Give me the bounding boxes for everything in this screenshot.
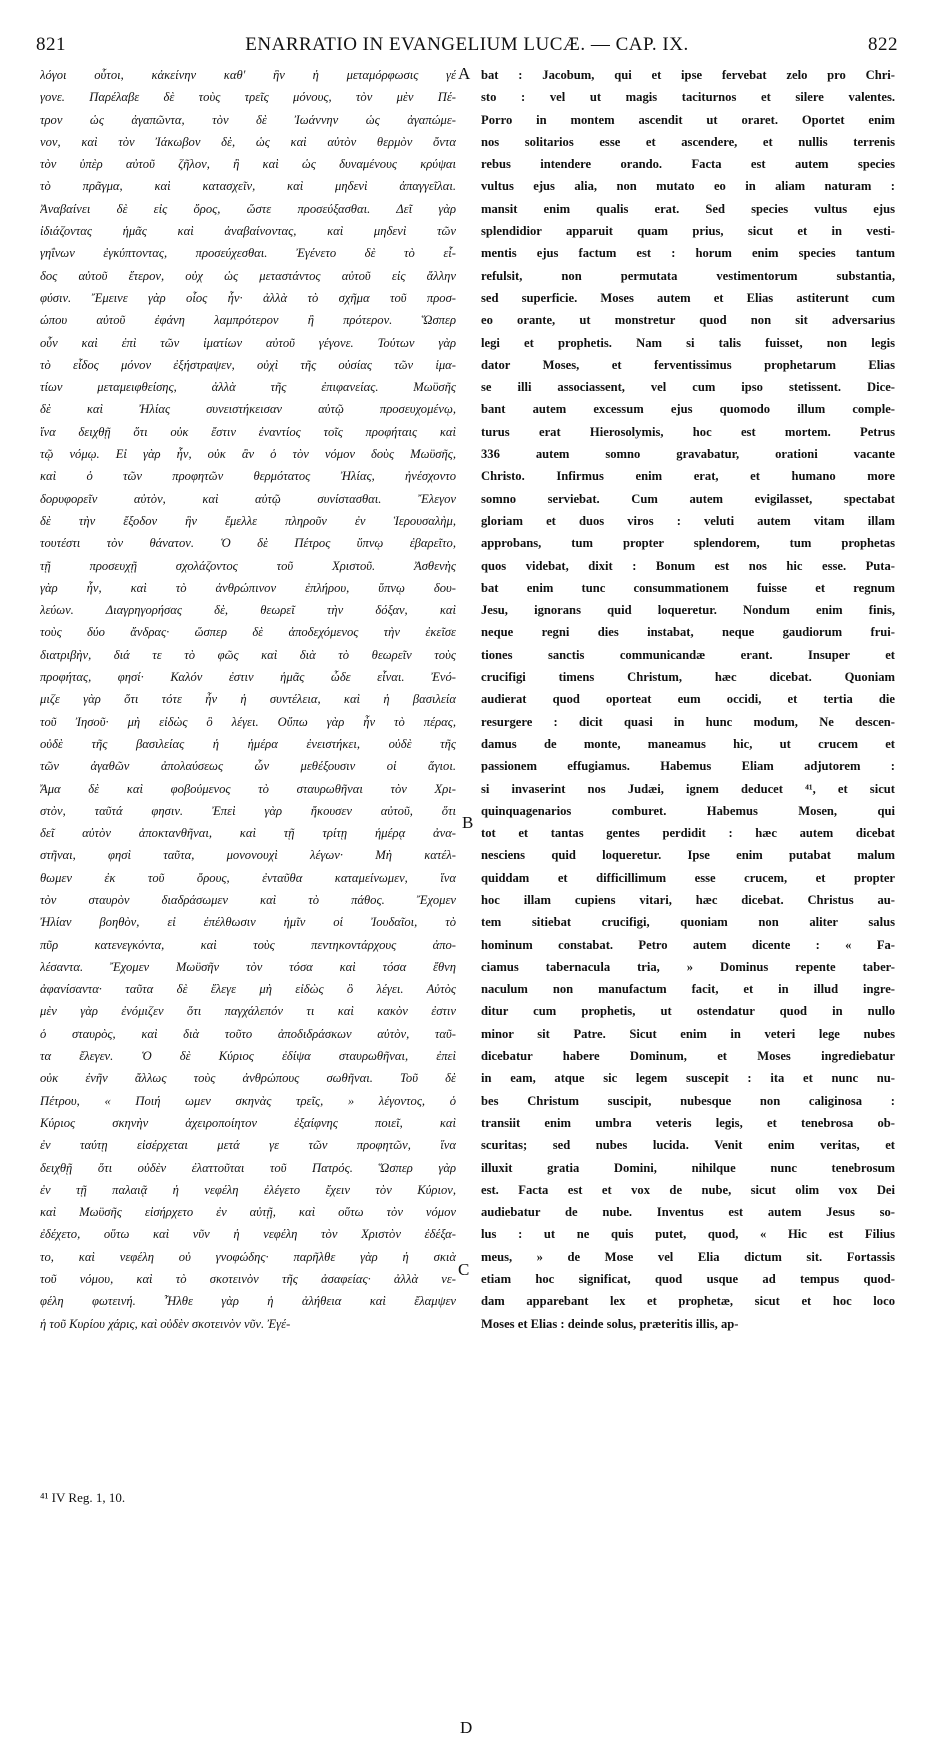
greek-text-line: τοῦ Ἰησοῦ· μὴ εἰδὼς ὃ λέγει. Οὔπω γὰρ ἦν τὸ πέρας, (40, 714, 456, 729)
latin-text-line: bes Christum suscipit, nubesque non caliginosa : (481, 1093, 895, 1108)
greek-text-line: τίων μεταμειφθείσης, ἀλλὰ τῆς ἐπιφανείας. Μωϋσῆς (40, 380, 456, 395)
greek-text-line: οὐδὲ τῆς βασιλείας ἡ ἡμέρα ἐνειστήκει, οὐδὲ τῆς (40, 736, 456, 751)
greek-text-line: τῶν ἀγαθῶν ἀπολαύσεως ὧν μεθέξουσιν οἱ ἅγιοι. (40, 759, 456, 774)
greek-text-line: δειχθῇ ὅτι οὐδὲν ἐλαττοῦται τοῦ Πατρός. Ὥσπερ γὰρ (40, 1160, 456, 1175)
greek-text-line: φύσιν. Ἔμεινε γὰρ οἷος ἦν· ἀλλὰ τὸ σχῆμα τοῦ προσ- (40, 290, 456, 305)
latin-text-line: lus : ut ne quis putet, quod, « Hic est Filius (481, 1227, 895, 1242)
greek-text-line: νον, καὶ τὸν Ἰάκωβον δὲ, ὡς καὶ αὐτὸν θερμὸν ὄντα (40, 134, 456, 149)
latin-text-line: somno serviebat. Cum autem evigilasset, spectabat (481, 491, 895, 506)
greek-text-line: τοὺς δύο ἄνδρας· ὥσπερ δὲ ἀποδεχόμενος τὴν ἐκεῖσε (40, 625, 456, 640)
latin-text-line: Jesu, ignorans quid loqueretur. Nondum enim finis, (481, 603, 895, 618)
latin-text-line: Moses et Elias : deinde solus, præteritis illis, ap- (481, 1316, 739, 1331)
greek-text-line: τοῦ νόμου, καὶ τὸ σκοτεινὸν τῆς ἀσαφείας· ἀλλὰ νε- (40, 1272, 456, 1287)
greek-text-line: Πέτρου, « Ποιή ωμεν σκηνὰς τρεῖς, » λέγοντος, ὁ (40, 1093, 456, 1108)
greek-text-line: μὲν γὰρ ἐνόμιζεν ὅτι παγχάλεπόν τι καὶ κακὸν ἐστιν (40, 1004, 456, 1019)
greek-text-line: οὐκ ἐνῆν ἄλλως τοὺς ἀνθρώπους σωθῆναι. Τοῦ δὲ (40, 1071, 456, 1086)
latin-text-line: mentis ejus factum est : horum enim species tantum (481, 246, 895, 261)
latin-text-line: neque regni dies instabat, neque gaudiorum frui- (481, 625, 895, 640)
latin-text-line: rebus intendere orando. Facta est autem species (481, 157, 895, 172)
margin-letter-a: A (458, 64, 471, 83)
latin-text-line: nos solitarios esse et ascendere, et nullis terrenis (481, 134, 895, 149)
latin-text-line: vultus ejus alia, non mutato eo in aliam naturam : (481, 179, 895, 194)
greek-text-line: δὲ τὴν ἔξοδον ἣν ἔμελλε πληροῦν ἐν Ἱερουσαλὴμ, (40, 513, 456, 528)
footnote: ⁴¹ IV Reg. 1, 10. (40, 1490, 126, 1505)
latin-text-line: passionem effugiamus. Habemus Eliam adjutorem : (481, 759, 895, 774)
latin-text-line: legi et prophetis. Nam si talis fuisset, non legis (481, 335, 895, 350)
page-header (36, 34, 898, 58)
latin-text-line: sed superficie. Moses autem et Elias astiterunt cum (481, 290, 895, 305)
latin-text-line: mansit enim qualis erat. Sed species vultus ejus (481, 201, 895, 216)
latin-text-line: bant autem excessum ejus quomodo illum comple- (481, 402, 895, 417)
latin-text-line: ciamus tabernacula tria, » Dominus repente taber- (481, 959, 895, 974)
margin-letter-d: D (460, 1718, 473, 1737)
greek-text-line: ἰδιάζοντας ἡμᾶς καὶ ἀναβαίνοντας, καὶ μηδενὶ τῶν (40, 224, 456, 239)
greek-text-line: καὶ Μωϋσῆς εἰσήρχετο ἐν αὐτῇ, καὶ οὕτω τὸν νόμον (40, 1205, 456, 1220)
latin-column (481, 64, 895, 1335)
latin-text-line: bat : Jacobum, qui et ipse fervebat zelo pro Chri- (481, 68, 895, 82)
greek-text-line: το, καὶ νεφέλη οὐ γνοφώδης· παρῆλθε γὰρ ἡ σκιὰ (40, 1249, 456, 1264)
latin-text-line: eo orante, ut monstretur quod non sit adversarius (481, 313, 895, 328)
greek-text-line: Ἠλίαν βοηθὸν, εἰ ἐπέλθωσιν ἡμῖν οἱ Ἰουδαῖοι, τὸ (40, 915, 456, 930)
greek-text-line: τῇ προσευχῇ σχολάζοντος τοῦ Χριστοῦ. Ἀσθενὴς (40, 558, 456, 573)
latin-text-line: tot et tantas gentes perdidit : hæc autem dicebat (481, 826, 895, 841)
latin-text-line: tiones sanctis communicandæ erant. Insuper et (481, 647, 895, 662)
latin-text-line: sto : vel ut magis taciturnos et silere valentes. (481, 90, 895, 105)
latin-text-line: resurgere : dicit quasi in hunc modum, Ne descen- (481, 714, 895, 729)
latin-text-line: si invaserint nos Judæi, ignem deducet ⁴¹, et sicut (481, 781, 895, 796)
greek-text-line: τὸ εἶδος μόνον ἐξήστραψεν, οὐχὶ τῆς οὐσίας τῶν ἱμα- (40, 357, 456, 372)
greek-text-line: ἐν ταύτῃ εἰσέρχεται μετά γε τῶν προφητῶν, ἵνα (40, 1138, 456, 1153)
latin-text-line: tem sitiebat crucifigi, quoniam non aliter salus (481, 915, 895, 930)
latin-text-line: nesciens quid loqueretur. Ipse enim putabat malum (481, 848, 895, 863)
greek-text-line: γὰρ ἦν, καὶ τὸ ἀνθρώπινον ἐπλήρου, ὕπνῳ δου- (40, 580, 456, 595)
latin-text-line: dam apparebant lex et prophetæ, sicut et hoc loco (481, 1294, 895, 1309)
latin-text-line: ditur cum prophetis, ut ostendatur quod in nullo (481, 1004, 895, 1019)
greek-text-line: τῷ νόμῳ. Εἰ γὰρ ἦν, οὐκ ἂν ὁ τὸν νόμον δοὺς Μωϋσῆς, (40, 447, 456, 462)
latin-text-line: est. Facta est et vox de nube, sicut olim vox Dei (481, 1182, 895, 1197)
latin-text-line: dicebatur habere Dominum, et Moses ingrediebatur (481, 1049, 895, 1064)
latin-text-line: crucifigi timens Christum, hæc dicebat. Quoniam (481, 670, 895, 685)
left-page-number: 821 (36, 34, 66, 55)
greek-text-line: λέσαντα. Ἔχομεν Μωϋσῆν τὸν τόσα καὶ τόσα ἔθνη (40, 959, 456, 974)
latin-text-line: meus, » de Mose vel Elia dictum sit. Fortassis (481, 1249, 895, 1264)
greek-text-line: τα ἔλεγεν. Ὁ δὲ Κύριος ἐδίψα σταυρωθῆναι, ἐπεὶ (40, 1049, 456, 1064)
latin-text-line: illuxit gratia Domini, nihilque nunc tenebrosum (481, 1160, 895, 1175)
greek-text-line: Ἀναβαίνει δὲ εἰς ὄρος, ὥστε προσεύξασθαι. Δεῖ γὰρ (40, 201, 456, 216)
greek-text-line: ἐν τῇ παλαιᾷ ἡ νεφέλη ἐλέγετο ἔχειν τὸν Κύριον, (40, 1182, 456, 1197)
latin-text-line: Christo. Infirmus enim erat, et humano more (481, 469, 895, 484)
latin-text-line: damus de monte, maneamus hic, ut crucem et (481, 736, 895, 751)
greek-text-line: οὖν καὶ ἐπὶ τῶν ἱματίων αὐτοῦ γέγονε. Τούτων γὰρ (40, 335, 456, 350)
greek-text-line: ἵνα δειχθῇ ὅτι οὐκ ἔστιν ἐναντίος τοῖς προφήταις καὶ (40, 424, 456, 439)
greek-column (40, 64, 456, 1335)
latin-text-line: turus erat Hierosolymis, hoc est mortem. Petrus (481, 424, 895, 439)
latin-text-line: hominum constabat. Petro autem dicente : « Fa- (481, 937, 895, 952)
greek-text-line: πῦρ κατενεγκόντα, καὶ τοὺς πεντηκοντάρχους ἀπο- (40, 937, 456, 952)
greek-text-line: ὁ σταυρὸς, καὶ διὰ τοῦτο ἀποδιδράσκων αὐτὸν, ταῦ- (40, 1026, 456, 1041)
margin-letter-c: C (458, 1260, 470, 1279)
right-page-number: 822 (868, 34, 898, 55)
greek-text-line: λόγοι οὗτοι, κἀκείνην καθ' ἣν ἡ μεταμόρφωσις γέ (40, 68, 456, 82)
greek-text-line: τὸν ὑπὲρ αὐτοῦ ζῆλον, ἢ καὶ ὡς δυναμένους κρύψαι (40, 157, 456, 172)
greek-text-line: γηΐνων ἐγκύπτοντας, προσεύχεσθαι. Ἐγένετο δὲ τὸ εἶ- (40, 246, 456, 261)
latin-text-line: Porro in montem ascendit ut oraret. Oportet enim (481, 112, 895, 127)
greek-text-line: μιζε γὰρ ὅτι τότε ἦν ἡ συντέλεια, καὶ ἡ βασιλεία (40, 692, 456, 707)
latin-text-line: hoc illam cupiens vitari, hæc dicebat. Christus au- (481, 892, 895, 907)
latin-text-line: audiebatur de nube. Inventus est autem Jesus so- (481, 1205, 895, 1220)
greek-text-line: Κύριος σκηνὴν ἀχειροποίητον ἐξαίφνης ποιεῖ, καὶ (40, 1115, 456, 1130)
greek-text-line: δὲ καὶ Ἠλίας συνειστήκεισαν αὐτῷ προσευχομένῳ, (40, 402, 456, 417)
greek-text-line: ώπου αὐτοῦ ἐφάνη λαμπρότερον ἢ πρότερον. Ὥσπερ (40, 313, 456, 328)
greek-text-line: φέλη φωτεινή. Ἦλθε γὰρ ἡ ἀλήθεια καὶ ἔλαμψεν (40, 1294, 456, 1309)
greek-text-line: στῆναι, φησὶ ταῦτα, μονονουχὶ λέγων· Μὴ κατέλ- (40, 848, 456, 863)
greek-text-line: τουτέστι τὸν θάνατον. Ὁ δὲ Πέτρος ὕπνῳ ἐβαρεῖτο, (40, 536, 456, 551)
greek-text-line: λεύων. Διαγρηγορήσας δὲ, θεωρεῖ τὴν δόξαν, καὶ (40, 603, 456, 618)
latin-text-line: audierat quod oporteat eum occidi, et tertia die (481, 692, 895, 707)
margin-letter-b: B (462, 813, 474, 832)
latin-text-line: se illi associassent, vel cum ipso stetissent. Dice- (481, 380, 895, 395)
latin-text-line: minor sit Patre. Sicut enim in veteri lege nubes (481, 1026, 895, 1041)
greek-text-line: Ἅμα δὲ καὶ φοβούμενος τὸ σταυρωθῆναι τὸν Χρι- (40, 781, 456, 796)
latin-text-line: transiit enim umbra veteris legis, et tenebrosa ob- (481, 1115, 895, 1130)
latin-text-line: refulsit, non permutata vestimentorum substantia, (481, 268, 895, 283)
greek-text-line: στὸν, ταῦτά φησιν. Ἐπεὶ γὰρ ἤκουσεν αὐτοῦ, ὅτι (40, 803, 456, 818)
greek-text-line: τρον ὡς ἀγαπῶντα, τὸν δὲ Ἰωάννην ὡς ἀγαπώμε- (40, 112, 456, 127)
greek-text-line: δορυφορεῖν αὐτὸν, καὶ αὐτῷ συνίστασθαι. Ἔλεγον (40, 491, 456, 506)
latin-text-line: gloriam et duos viros : veluti autem vitam illam (481, 513, 895, 528)
latin-text-line: naculum non manufactum facit, et in illud ingre- (481, 982, 895, 997)
greek-text-line: γονε. Παρέλαβε δὲ τοὺς τρεῖς μόνους, τὸν μὲν Πέ- (40, 90, 456, 105)
latin-text-line: etiam hoc significat, quod usque ad tempus quod- (481, 1272, 895, 1287)
greek-text-line: θωμεν ἐκ τοῦ ὄρους, ἐνταῦθα καταμείνωμεν, ἵνα (40, 870, 456, 885)
latin-text-line: quinquagenarios comburet. Habemus Mosen, qui (481, 803, 895, 818)
greek-text-line: προφήτας, φησί· Καλόν ἐστιν ἡμᾶς ὧδε εἶναι. Ἐνό- (40, 670, 456, 685)
greek-text-line: δος αὐτοῦ ἕτερον, οὐχ ὡς μεταστάντος αὐτοῦ εἰς ἄλλην (40, 268, 456, 283)
greek-text-line: δεῖ αὐτὸν ἀποκτανθῆναι, καὶ τῇ τρίτῃ ἡμέρᾳ ἀνα- (40, 826, 456, 841)
latin-text-line: approbans, tum propter splendorem, tum prophetas (481, 536, 895, 551)
latin-text-line: in eam, atque sic legem suscepit : ita et nunc nu- (481, 1071, 895, 1086)
greek-text-line: ἡ τοῦ Κυρίου χάρις, καὶ οὐδὲν σκοτεινὸν νῦν. Ἐγέ- (40, 1316, 291, 1331)
latin-text-line: 336 autem somno gravabatur, orationi vacante (481, 447, 895, 462)
latin-text-line: quos videbat, dixit : Bonum est nos hic esse. Puta- (481, 558, 895, 573)
greek-text-line: τὸ πρᾶγμα, καὶ κατασχεῖν, καὶ μηδενὶ ἀπαγγεῖλαι. (40, 179, 456, 194)
latin-text-line: scuritas; sed nubes lucida. Venit enim veritas, et (481, 1138, 895, 1153)
latin-text-line: splendidior apparuit quam prius, sicut et in vesti- (481, 224, 895, 239)
greek-text-line: τὸν σταυρὸν διαδράσωμεν καὶ τὸ πάθος. Ἔχομεν (40, 892, 456, 907)
latin-text-line: quiddam et difficillimum esse crucem, et propter (481, 870, 895, 885)
greek-text-line: διατριβὴν, διά τε τὸ φῶς καὶ διὰ τὸ θεωρεῖν τοὺς (40, 647, 456, 662)
latin-text-line: dator Moses, et ferventissimus prophetarum Elias (481, 357, 895, 372)
greek-text-line: καὶ ὁ τῶν προφητῶν θερμότατος Ἠλίας, ἠνέσχοντο (40, 469, 456, 484)
running-title: ENARRATIO IN EVANGELIUM LUCÆ. — CAP. IX. (245, 34, 689, 55)
greek-text-line: ἐδέχετο, οὕτω καὶ νῦν ἡ νεφέλη τὸν Χριστὸν ἐδέξα- (40, 1227, 456, 1242)
latin-text-line: bat enim tunc consummationem fuisse et regnum (481, 580, 895, 595)
greek-text-line: ἀφανίσαντα· ταῦτα δὲ ἔλεγε μὴ εἰδὼς ὃ λέγει. Αὐτὸς (40, 982, 456, 997)
